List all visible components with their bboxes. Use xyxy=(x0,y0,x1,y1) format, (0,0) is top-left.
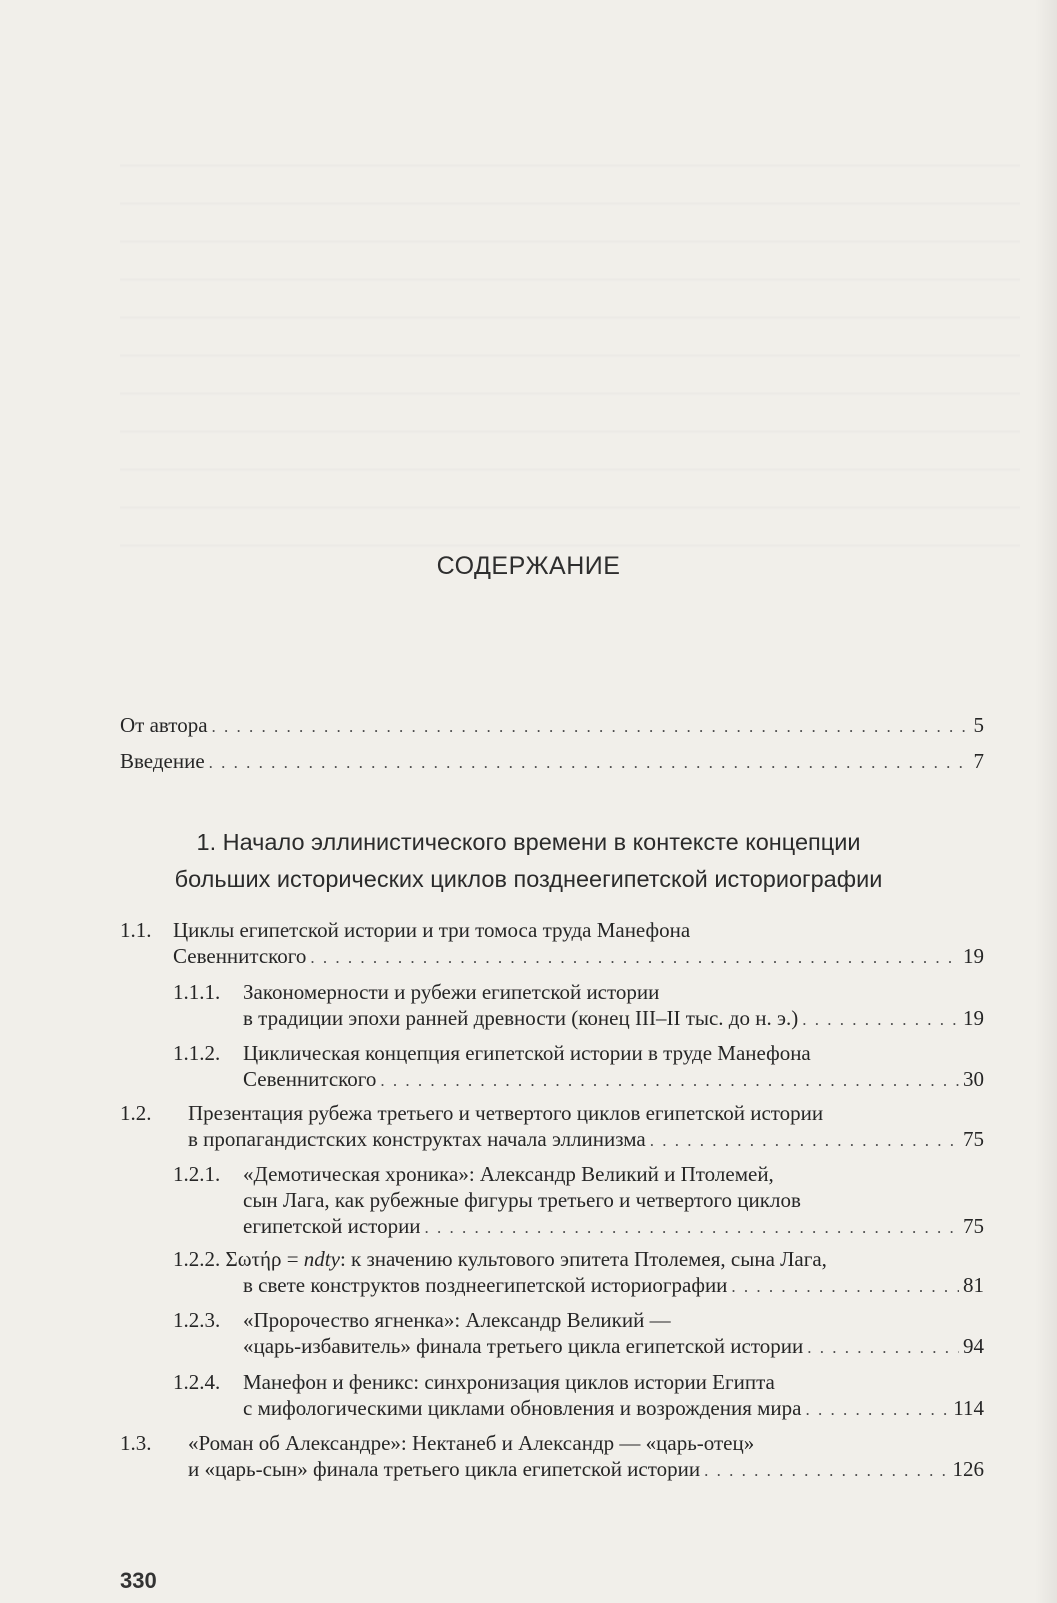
toc-entry-page: 94 xyxy=(963,1334,984,1358)
toc-entry-from-author[interactable] xyxy=(120,712,984,740)
toc-entry-number: 1.2.4. xyxy=(173,1370,221,1394)
toc-entry-page: 5 xyxy=(973,713,984,737)
leader-dots xyxy=(209,750,970,776)
toc-entry-1-2[interactable] xyxy=(188,1126,984,1154)
bleed-through-texture xyxy=(120,130,1020,550)
toc-entry-page: 30 xyxy=(963,1067,984,1091)
toc-entry-line[interactable]: Закономерности и рубежи египетской истории xyxy=(243,980,660,1004)
leader-dots xyxy=(380,1068,959,1094)
toc-entry-page: 126 xyxy=(952,1457,984,1481)
toc-entry-page: 19 xyxy=(963,1006,984,1030)
egyptian-transliteration: ndty xyxy=(303,1247,340,1271)
toc-entry-number: 1.2. xyxy=(120,1101,152,1125)
toc-entry-number: 1.2.1. xyxy=(173,1162,221,1186)
leader-dots xyxy=(731,1274,959,1300)
toc-entry-page: 7 xyxy=(973,749,984,773)
toc-entry-title: Севеннитского xyxy=(243,1067,377,1091)
toc-entry-1-2-3[interactable] xyxy=(243,1333,984,1361)
toc-entry-number: 1.1. xyxy=(120,918,152,942)
toc-entry-1-1[interactable] xyxy=(173,943,984,971)
toc-entry-line[interactable]: сын Лага, как рубежные фигуры третьего и четвертого циклов xyxy=(243,1188,801,1212)
toc-entry-page: 19 xyxy=(963,944,984,968)
toc-entry-title: египетской истории xyxy=(243,1214,421,1238)
toc-entry-line: : к значению культового эпитета Птолемея, сына Лага, xyxy=(339,1247,827,1271)
toc-entry-introduction[interactable] xyxy=(120,748,984,776)
toc-entry-number: 1.2.2. xyxy=(173,1247,221,1271)
toc-entry-1-1-2[interactable] xyxy=(243,1066,984,1094)
toc-entry-page: 114 xyxy=(953,1396,984,1420)
leader-dots xyxy=(212,714,970,740)
leader-dots xyxy=(704,1458,948,1484)
toc-entry-1-2-2-first-line[interactable] xyxy=(173,1246,827,1272)
greek-epithet: Σωτήρ = xyxy=(225,1247,304,1271)
toc-entry-line[interactable]: «Пророчество ягненка»: Александр Великий — xyxy=(243,1308,671,1332)
toc-entry-1-2-2[interactable] xyxy=(243,1272,984,1300)
toc-entry-line[interactable]: «Демотическая хроника»: Александр Великий и Птолемей, xyxy=(243,1162,774,1186)
leader-dots xyxy=(650,1128,959,1154)
toc-entry-line[interactable]: Презентация рубежа третьего и четвертого циклов египетской истории xyxy=(188,1101,824,1125)
toc-entry-1-2-4[interactable] xyxy=(243,1395,984,1423)
toc-entry-title: и «царь-сын» финала третьего цикла египетской истории xyxy=(188,1457,701,1481)
toc-entry-title: Севеннитского xyxy=(173,944,307,968)
toc-entry-title: в традиции эпохи ранней древности (конец III–II тыс. до н. э.) xyxy=(243,1006,799,1030)
chapter-title-line-2: больших исторических циклов позднеегипетской историографии xyxy=(174,866,883,892)
toc-entry-1-2-1[interactable] xyxy=(243,1213,984,1241)
toc-entry-page: 75 xyxy=(963,1127,984,1151)
leader-dots xyxy=(310,945,959,971)
toc-entry-line[interactable]: Циклы египетской истории и три томоса труда Манефона xyxy=(173,918,691,942)
toc-entry-page: 81 xyxy=(963,1273,984,1297)
toc-entry-line[interactable]: «Роман об Александре»: Нектанеб и Александр — «царь-отец» xyxy=(188,1431,755,1455)
toc-entry-title: «царь-избавитель» финала третьего цикла египетской истории xyxy=(243,1334,804,1358)
page-edge-shadow xyxy=(1035,0,1057,1603)
toc-entry-title: с мифологическими циклами обновления и возрождения мира xyxy=(243,1396,802,1420)
toc-entry-number: 1.1.1. xyxy=(173,980,221,1004)
toc-entry-page: 75 xyxy=(963,1214,984,1238)
toc-entry-title: в пропагандистских конструктах начала эллинизма xyxy=(188,1127,646,1151)
toc-entry-1-1-1[interactable] xyxy=(243,1005,984,1033)
toc-entry-number: 1.3. xyxy=(120,1431,152,1455)
toc-entry-number: 1.1.2. xyxy=(173,1041,221,1065)
leader-dots xyxy=(802,1007,959,1033)
leader-dots xyxy=(806,1397,950,1423)
contents-heading: СОДЕРЖАНИЕ xyxy=(436,552,621,580)
page-number: 330 xyxy=(120,1568,157,1593)
toc-entry-number: 1.2.3. xyxy=(173,1308,221,1332)
leader-dots xyxy=(425,1215,959,1241)
toc-entry-line[interactable]: Манефон и феникс: синхронизация циклов истории Египта xyxy=(243,1370,775,1394)
toc-entry-title: в свете конструктов позднеегипетской историографии xyxy=(243,1273,728,1297)
toc-entry-title: От автора xyxy=(120,713,208,737)
toc-entry-title: Введение xyxy=(120,749,205,773)
toc-entry-line[interactable]: Циклическая концепция египетской истории в труде Манефона xyxy=(243,1041,811,1065)
toc-entry-1-3[interactable] xyxy=(188,1456,984,1484)
chapter-title-line-1: 1. Начало эллинистического времени в контексте концепции xyxy=(196,829,861,855)
leader-dots xyxy=(807,1335,959,1361)
